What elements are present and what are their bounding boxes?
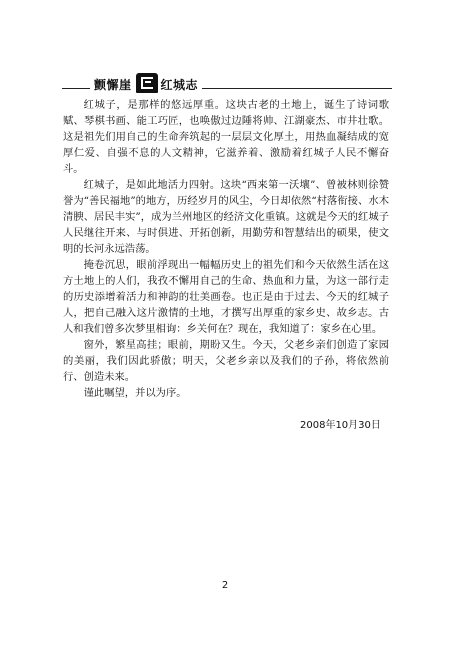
page-number: 2 xyxy=(221,580,229,591)
preface-body xyxy=(63,97,389,401)
running-header xyxy=(62,71,392,93)
paragraph: 谨此嘱望，并以为序。 xyxy=(83,387,187,399)
framed-square-logo-icon xyxy=(136,73,158,93)
preface-date: 2008年10月30日 xyxy=(300,420,381,431)
paragraph: 窗外，繁星高挂；眼前，期盼又生。今天，父老乡亲们创造了家园的美丽，我们因此骄傲；明天，父老乡亲以及我们的子孙，将依然前行、创造未来。 xyxy=(63,339,389,383)
header-rule-left xyxy=(62,88,90,89)
paragraph: 红城子，是如此地活力四射。这块“西来第一沃壤”、曾被林则徐赞誉为“善民福地”的地方，历经岁月的风尘，今日却依然“村落衔接、水木清腴、居民丰实”，成为兰州地区的经济文化重镇。这就是今天的红城子人民继往开来、与时俱进、开拓创新，用勤劳和智慧结出的硕果，使文明的长河永远浩荡。 xyxy=(63,179,389,255)
header-brand: 颤懈崖 xyxy=(94,78,132,92)
paragraph: 红城子，是那样的悠远厚重。这块古老的土地上，诞生了诗词歌赋、琴棋书画、能工巧匠，也唤傲过边陲将帅、江湖豪杰、市井壮歌。这是祖先们用自己的生命奔筑起的一层层文化厚土，用热血凝结成的宽厚仁爱、自强不息的人文精神，它滋养着、激励着红城子人民不懈奋斗。 xyxy=(63,99,389,175)
header-title: 红城志 xyxy=(160,78,199,92)
header-rule-right xyxy=(202,88,392,89)
paragraph: 掩卷沉思，眼前浮现出一幅幅历史上的祖先们和今天依然生活在这方土地上的人们，我孜不懈用自己的生命、热血和力量，为这一部行走的历史添增着活力和神韵的壮美画卷。也正是由于过去、今天的红城子人，把自己融入这片激情的土地，才撰写出厚重的家乡史、故乡志。古人和我们曾多次梦里相询：乡关何在？现在，我知道了：家乡在心里。 xyxy=(63,259,389,335)
